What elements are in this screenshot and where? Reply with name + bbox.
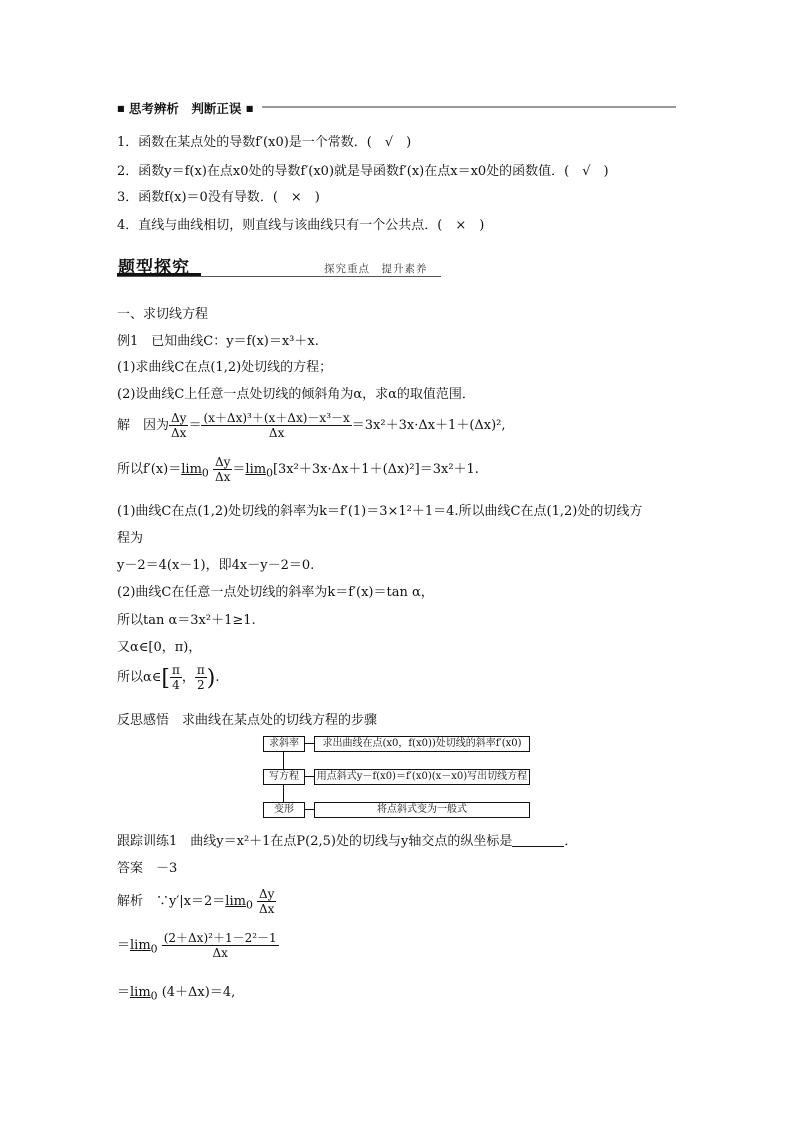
step-desc-3: 将点斜式变为一般式 [314, 802, 530, 818]
answer-blank [512, 834, 564, 847]
arrow-right-icon [304, 743, 314, 744]
solution-line-1: 解 因为 $\frac{\Delta y}{\Delta x}$ ＝ $\frac{\text{(x＋Δx)³＋(x＋Δx)－x³－x}}{\Delta x}$ ＝3x²＋3x·Δx＋1＋(Δx)², [117, 411, 506, 440]
judgment-item-2: 2．函数y＝f(x)在点x0处的导数f′(x0)就是导函数f′(x)在点x＝x0处的函数值．( √ ) [117, 164, 609, 179]
example-q2: (2)设曲线C上任意一点处切线的倾斜角为α，求α的取值范围． [117, 387, 475, 402]
fraction: $\frac{\Delta y}{\Delta x}$ [171, 411, 187, 440]
arrow-right-icon [304, 776, 314, 777]
example-q1: (1)求曲线C在点(1,2)处切线的方程； [117, 360, 333, 375]
solution-p2: (2)曲线C在任意一点处切线的斜率为k＝f′(x)＝tan α， [117, 585, 434, 600]
solution-line-2: 所以$f'(x)=\lim_0$ $\frac{\Delta y}{\Delta x}$ $=\lim_0[3x^2+3x\cdot\Delta x+1+(\Delta x)^2]=3x^2+1$. [117, 455, 479, 484]
banner-rule [117, 276, 441, 277]
judgment-item-3: 3．函数f(x)＝0没有导数．( × ) [117, 190, 320, 205]
step-label-3: 变形 [263, 802, 305, 818]
judgment-item-4: 4．直线与曲线相切，则直线与该曲线只有一个公共点．( × ) [117, 218, 485, 233]
solution-p1c: y－2＝4(x－1)，即4x－y－2＝0. [117, 558, 315, 573]
arrow-down-icon [283, 784, 284, 802]
practice-answer: 答案 －3 [117, 861, 178, 876]
reflection-title: 反思感悟 求曲线在某点处的切线方程的步骤 [117, 713, 378, 728]
section-header [117, 99, 253, 117]
judgment-item-1: 1．函数在某点处的导数f′(x0)是一个常数．( √ ) [117, 135, 412, 150]
banner-rule-thick [117, 273, 201, 276]
step-desc-1: 求出曲线在点(x0，f(x0))处切线的斜率f′(x0) [314, 736, 530, 752]
topic-heading: 一、求切线方程 [117, 307, 209, 322]
section-title: 思考辨析 判断正误 [128, 101, 242, 116]
example-stem: 例1 已知曲线C：y＝f(x)＝x³＋x. [117, 334, 319, 349]
practice-stem: 跟踪训练1 曲线y＝x²＋1在点P(2,5)处的切线与y轴交点的纵坐标是 ． [117, 834, 578, 849]
solution-p1b: 程为 [117, 531, 144, 546]
banner-subtitle: 探究重点 提升素养 [324, 263, 428, 275]
analysis-line-1: 解析 $\because y'|x=2=\lim_0$ $\frac{\Delta y}{\Delta x}$ [117, 887, 275, 916]
section-rule [262, 106, 676, 108]
solution-p2c: 又α∈[0，π)， [117, 640, 202, 655]
step-desc-2: 用点斜式y－f(x0)＝f′(x0)(x－x0)写出切线方程 [314, 769, 530, 785]
solution-p1: (1)曲线C在点(1,2)处切线的斜率为k＝f′(1)＝3×1²＋1＝4.所以曲线C在点(1,2)处的切线方 [117, 504, 643, 519]
solution-p2b: 所以tan α＝3x²＋1≥1. [117, 613, 256, 628]
arrow-right-icon [304, 809, 314, 810]
square-bullet-icon: ■ [245, 104, 254, 113]
banner-title: 题型探究 [118, 258, 190, 278]
analysis-line-2: $=\lim_0$ $\frac{\text{(2＋Δx)²＋1－2²－1}}{\Delta x}$ [117, 931, 277, 960]
arrow-down-icon [283, 751, 284, 769]
square-bullet-icon: ■ [117, 104, 125, 113]
analysis-line-3: $=\lim_0$ (4＋Δx)＝4, [117, 985, 236, 1003]
step-label-1: 求斜率 [263, 736, 305, 752]
step-label-2: 写方程 [263, 769, 305, 785]
fraction: $\frac{\text{(x＋Δx)³＋(x＋Δx)－x³－x}}{\Delta x}$ [203, 411, 350, 440]
solution-p2d: 所以α∈[ $\frac{\pi}{4}$ ， $\frac{\pi}{2}$ ). [117, 663, 220, 692]
